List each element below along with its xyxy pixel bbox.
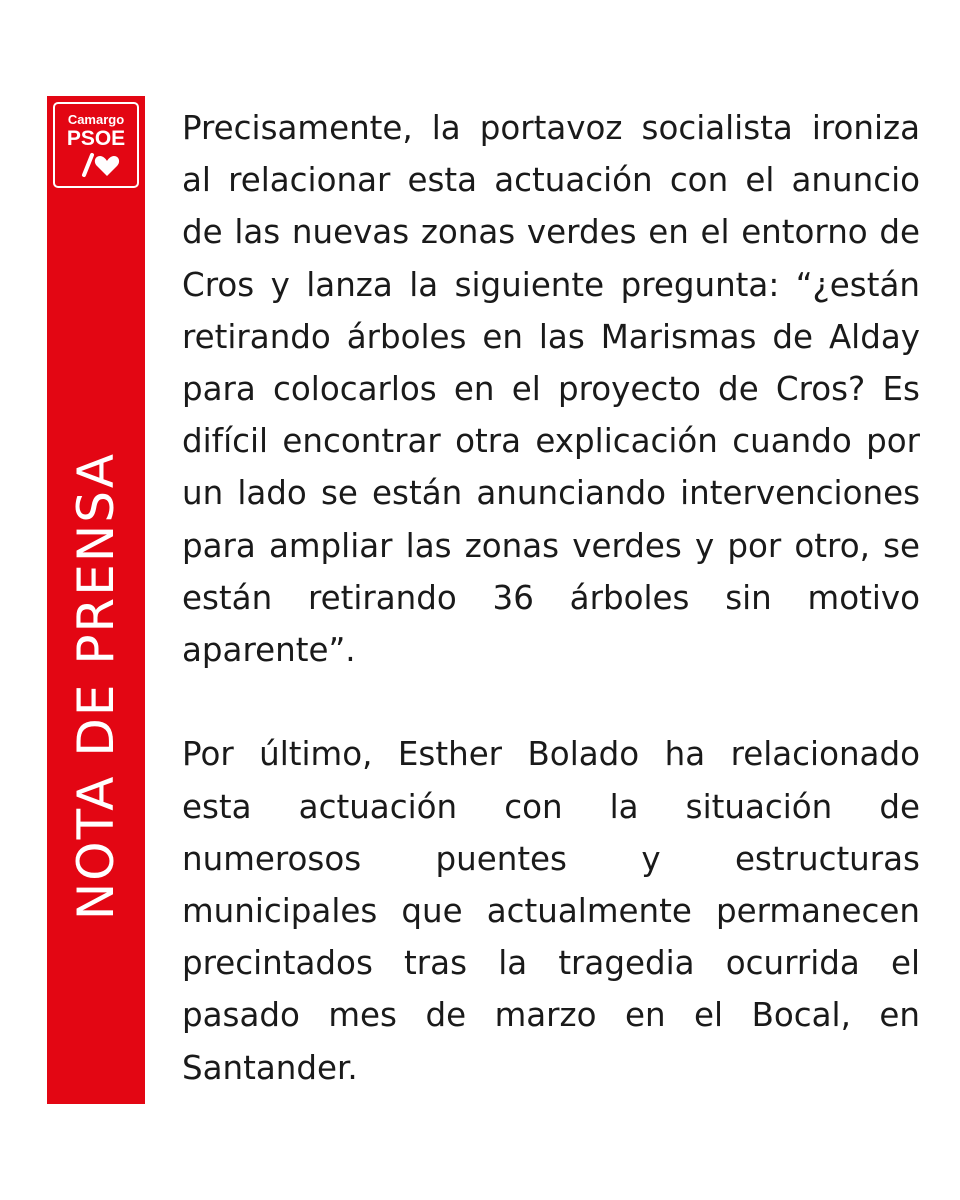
- logo-town-label: Camargo: [67, 112, 125, 127]
- press-release-body: [182, 102, 920, 1094]
- press-release-title: NOTA DE PRENSA: [67, 451, 125, 921]
- body-paragraph: Por último, Esther Bolado ha relacionado esta actuación con la situación de numerosos puentes y estructuras municipales que actualmente permanecen precintados tras la tragedia ocurrida el pasado mes de marzo en el Bocal, en Santander.: [182, 735, 920, 1087]
- body-paragraph: Precisamente, la portavoz socialista ironiza al relacionar esta actuación con el anuncio de las nuevas zonas verdes en el entorno de Cros y lanza la siguiente pregunta: “¿están retirando árboles en las Marismas de Alday para colocarlos en el proyecto de Cros? Es difícil encontrar otra explicación cuando por un lado se están anunciando intervenciones para ampliar las zonas verdes y por otro, se están retirando 36 árboles sin motivo aparente”.: [182, 109, 920, 670]
- slash-heart-icon: [55, 152, 137, 178]
- logo-party-label: PSOE: [66, 127, 126, 150]
- psoe-camargo-logo: [53, 102, 139, 188]
- press-release-sidebar: [47, 96, 145, 1104]
